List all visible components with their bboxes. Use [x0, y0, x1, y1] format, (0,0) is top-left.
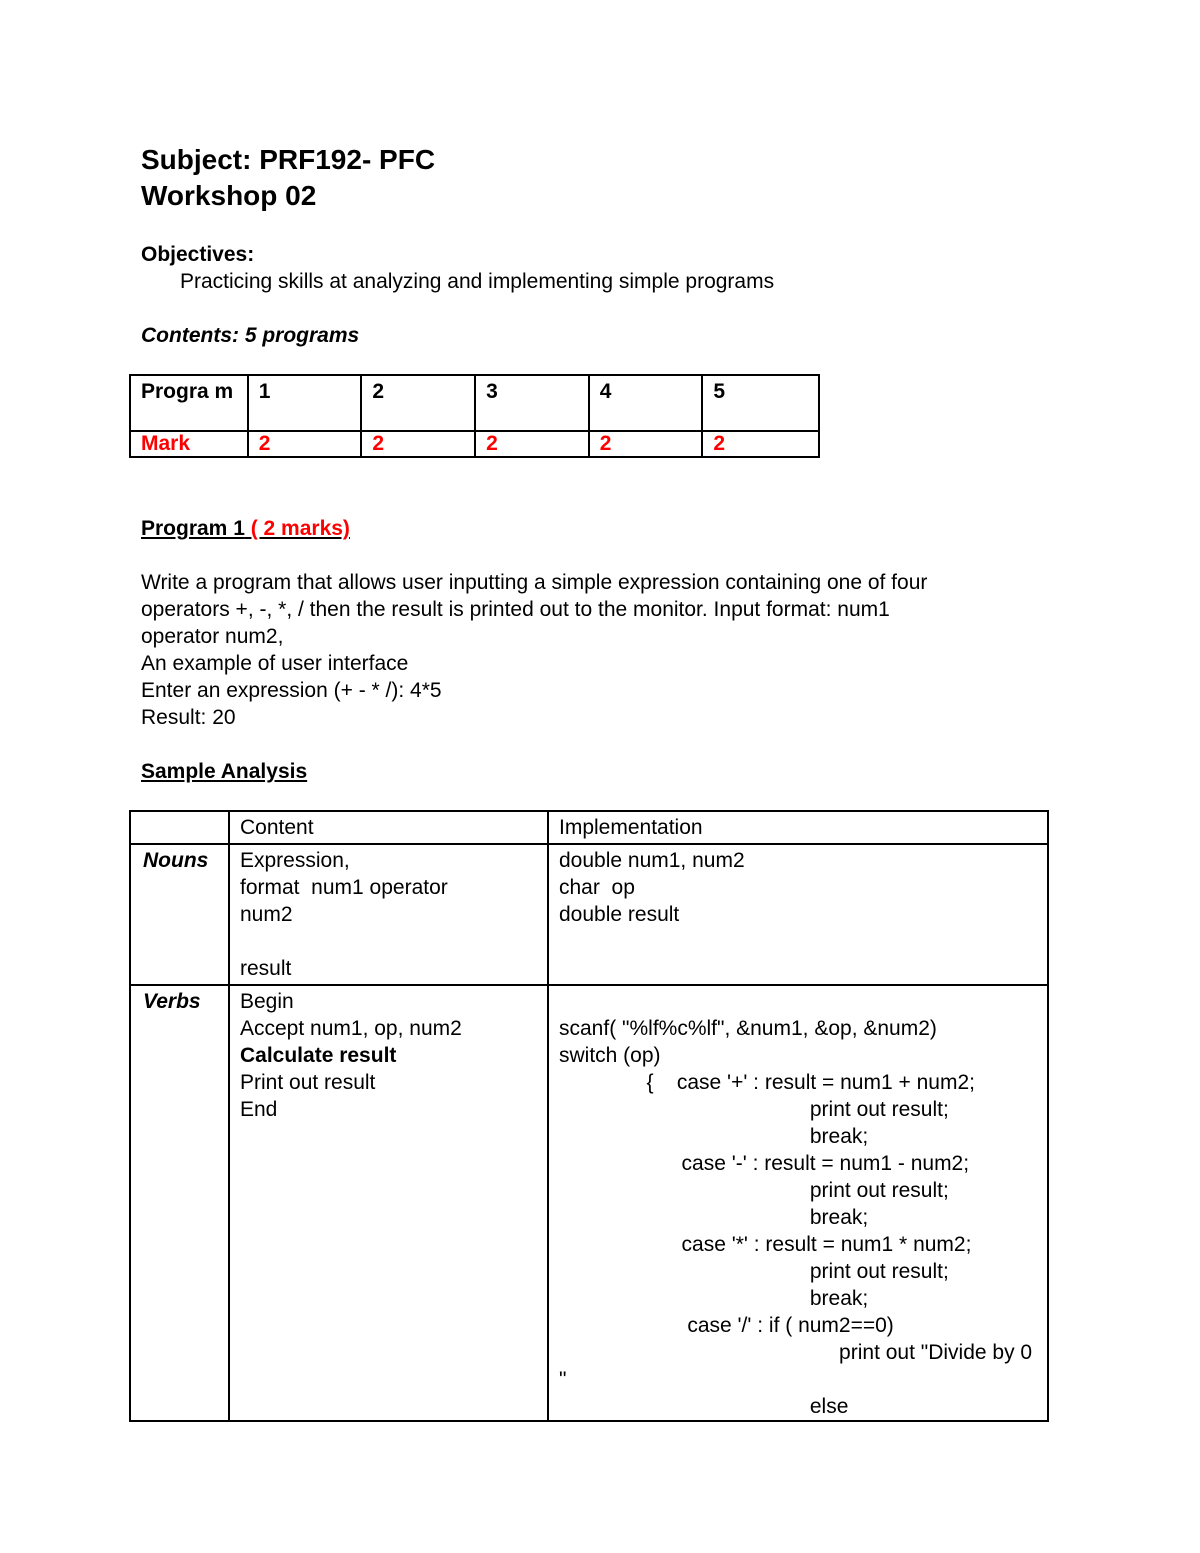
contents-label: Contents: 5 programs — [141, 324, 360, 347]
implementation-line: " — [559, 1368, 567, 1391]
marks-value-cell: 2 — [361, 431, 475, 457]
sample-analysis-heading: Sample Analysis — [141, 760, 308, 783]
marks-header-cell: 5 — [702, 375, 819, 431]
implementation-line: double num1, num2 — [559, 849, 745, 872]
program1-heading — [141, 515, 350, 542]
implementation-line — [559, 988, 1037, 1015]
analysis-row-nouns — [130, 844, 1048, 985]
content-line: Expression, — [240, 849, 350, 872]
description-line: operators +, -, *, / then the result is printed out to the monitor. Input format: num1 — [141, 598, 890, 621]
marks-value-cell: 2 — [589, 431, 703, 457]
program1-description — [141, 569, 927, 731]
verbs-content — [229, 985, 548, 1421]
marks-row-label: Mark — [130, 431, 248, 457]
implementation-line: else — [559, 1395, 849, 1418]
implementation-line: char op — [559, 876, 635, 899]
description-line: Result: 20 — [141, 706, 236, 729]
content-line: Print out result — [240, 1071, 376, 1094]
program1-marks: ( 2 marks) — [244, 517, 350, 540]
implementation-line: case '*' : result = num1 * num2; — [559, 1233, 972, 1256]
implementation-line: scanf( "%lf%c%lf", &num1, &op, &num2) — [559, 1017, 937, 1040]
marks-header-cell: 4 — [589, 375, 703, 431]
implementation-line: switch (op) — [559, 1044, 661, 1067]
content-line: Begin — [240, 990, 294, 1013]
description-line: Write a program that allows user inputting a simple expression containing one of four — [141, 571, 928, 594]
marks-header-cell: 2 — [361, 375, 475, 431]
implementation-line: print out "Divide by 0 — [559, 1341, 1033, 1364]
implementation-line: double result — [559, 903, 680, 926]
description-line: operator num2, — [141, 625, 284, 648]
marks-value-cell: 2 — [702, 431, 819, 457]
workshop-title: Workshop 02 — [141, 180, 317, 211]
content-line: Accept num1, op, num2 — [240, 1017, 462, 1040]
marks-value-row — [130, 431, 819, 457]
content-line: End — [240, 1098, 278, 1121]
implementation-line: { case '+' : result = num1 + num2; — [559, 1071, 975, 1094]
description-line: Enter an expression (+ - * /): 4*5 — [141, 679, 442, 702]
description-line: An example of user interface — [141, 652, 409, 675]
verbs-label: Verbs — [130, 985, 229, 1421]
content-line: num2 — [240, 903, 293, 926]
content-line: Calculate result — [240, 1044, 397, 1067]
nouns-content — [229, 844, 548, 985]
marks-header-row — [130, 375, 819, 431]
verbs-implementation — [548, 985, 1048, 1421]
marks-table — [129, 374, 820, 458]
content-line — [240, 928, 537, 955]
marks-header-cell: Progra m — [130, 375, 248, 431]
analysis-header-cell: Implementation — [548, 811, 1048, 844]
objectives-label: Objectives: — [141, 243, 255, 266]
content-line: result — [240, 957, 292, 980]
implementation-line: case '-' : result = num1 - num2; — [559, 1152, 970, 1175]
marks-header-cell: 1 — [248, 375, 362, 431]
analysis-header-row — [130, 811, 1048, 844]
analysis-row-verbs — [130, 985, 1048, 1421]
implementation-line: print out result; — [559, 1179, 949, 1202]
subject-title: Subject: PRF192- PFC — [141, 144, 436, 175]
implementation-line: break; — [559, 1287, 869, 1310]
analysis-header-cell — [130, 811, 229, 844]
analysis-table — [129, 810, 1049, 1422]
objectives-text: Practicing skills at analyzing and implementing simple programs — [180, 270, 775, 293]
marks-value-cell: 2 — [475, 431, 589, 457]
program1-title: Program 1 — [141, 517, 245, 540]
marks-header-cell: 3 — [475, 375, 589, 431]
implementation-line: break; — [559, 1125, 869, 1148]
implementation-line: case '/' : if ( num2==0) — [559, 1314, 894, 1337]
implementation-line: print out result; — [559, 1098, 949, 1121]
analysis-header-cell: Content — [229, 811, 548, 844]
implementation-line: print out result; — [559, 1260, 949, 1283]
content-line: format num1 operator — [240, 876, 448, 899]
implementation-line: break; — [559, 1206, 869, 1229]
nouns-implementation — [548, 844, 1048, 985]
nouns-label: Nouns — [130, 844, 229, 985]
marks-value-cell: 2 — [248, 431, 362, 457]
